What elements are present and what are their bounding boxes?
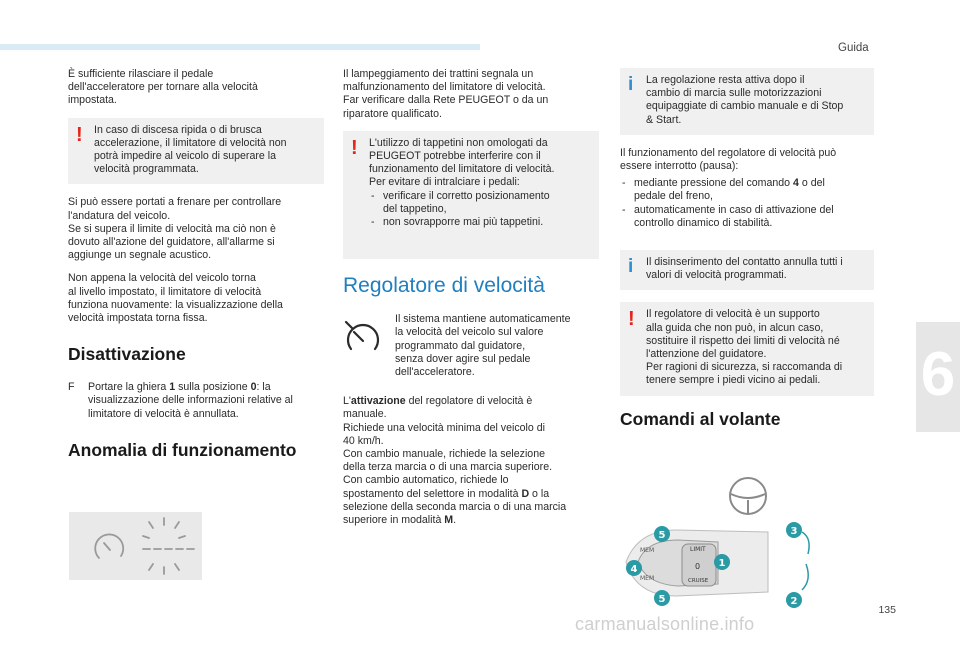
watermark: carmanualsonline.info: [575, 614, 755, 634]
steering-wheel-icon: [730, 478, 766, 514]
list-item: - non sovrapporre mai più tappetini.: [369, 216, 591, 229]
callout-label: 5: [658, 594, 666, 605]
list-item: [620, 177, 874, 203]
heading-regolatore: Regolatore di velocità: [343, 274, 545, 298]
step-text-part: : la visualizzazione delle informazioni relative al limitatore di velocità è annullata.: [88, 381, 293, 420]
warning-list: [369, 190, 591, 230]
paragraph: Si può essere portati a frenare per controllare l'andatura del veicolo. Se si supera il limite di velocità ma ciò non è dovuto all'azione del guidatore, all'allarme si aggiunge un segnale acustico.: [68, 196, 282, 262]
speedometer-dashes-illustration: [69, 512, 202, 580]
step-text-part: sulla posizione: [175, 381, 251, 394]
activation-paragraph: [343, 395, 599, 527]
step-bold-ref: 1: [169, 381, 176, 394]
warning-icon: !: [76, 123, 83, 146]
bold-term: M: [444, 514, 454, 527]
info-box: [620, 68, 874, 135]
steering-controls-diagram: [598, 472, 828, 614]
paragraph: Il funzionamento del regolatore di velocità può essere interrotto (pausa):: [620, 146, 837, 173]
info-text: La regolazione resta attiva dopo il cambio di marcia sulle motorizzazioni equipaggiate di cambio manuale e di Stop & Start.: [646, 74, 844, 126]
stalk-label: LIMIT: [690, 546, 706, 553]
column-left: [68, 68, 324, 477]
warning-icon: !: [351, 136, 358, 159]
intro-block: [343, 313, 599, 383]
callout-label: 5: [658, 530, 666, 541]
text-part: del regolatore di velocità è manuale. Richiede una velocità minima del veicolo di 40 km/h. Con cambio manuale, richiede la selezione della terza marcia o di una marcia superiore. Con cambio automatico, richiede lo spostamento del selettore in modalità: [343, 395, 553, 500]
bold-term: 4: [793, 177, 799, 190]
bold-term: attivazione: [350, 395, 406, 408]
stalk-label: CRUISE: [688, 578, 709, 584]
header-accent-bar: [0, 44, 480, 50]
callout-label: 3: [790, 526, 798, 537]
text-part: mediante pressione del comando: [634, 177, 794, 190]
page-number: 135: [878, 604, 896, 616]
warning-box: [68, 118, 324, 185]
step-marker-icon: F: [68, 381, 75, 394]
paragraph: È sufficiente rilasciare il pedale dell'acceleratore per tornare alla velocità impostata.: [68, 68, 258, 107]
text-part: o del pedale del freno,: [634, 177, 825, 203]
step-text-part: Portare la ghiera: [88, 381, 170, 394]
info-text: Il disinserimento del contatto annulla tutti i valori di velocità programmati.: [646, 256, 843, 282]
warning-icon: !: [628, 308, 635, 331]
paragraph: Il lampeggiamento dei trattini segnala un malfunzionamento del limitatore di velocità. Far verificare dalla Rete PEUGEOT o da un riparatore qualificato.: [343, 68, 549, 120]
speedometer-icon: [343, 319, 383, 355]
warning-box: [620, 302, 874, 395]
text-part: o la selezione della seconda marcia o di una marcia superiore in modalità: [343, 487, 567, 527]
speedometer-dashes-icon: [69, 512, 202, 580]
list-item: - verificare il corretto posizionamento del tappetino,: [369, 190, 591, 216]
bold-term: D: [521, 487, 530, 500]
warning-text: L'utilizzo di tappetini non omologati da PEUGEOT potrebbe interferire con il funzionamento del limitatore di velocità. Per evitare di intralciare i pedali:: [369, 136, 555, 189]
pause-list: [620, 177, 874, 230]
stalk-label: MEM: [640, 575, 655, 582]
section-label: Guida: [838, 42, 869, 54]
info-box: [620, 250, 874, 290]
heading-comandi: Comandi al volante: [620, 408, 781, 429]
callout-label: 4: [630, 564, 638, 575]
intro-text: Il sistema mantiene automaticamente la velocità del veicolo sul valore programmato dal guidatore, senza dover agire sul pedale dell'acceleratore.: [395, 313, 571, 379]
stalk-label: 0: [695, 562, 701, 571]
info-icon: i: [628, 256, 634, 278]
callout-label: 2: [790, 596, 798, 607]
list-item: - automaticamente in caso di attivazione del controllo dinamico di stabilità.: [620, 204, 874, 230]
stalk-label: MEM: [640, 547, 655, 554]
column-right: [620, 68, 874, 446]
step-bold-ref: 0: [250, 381, 257, 394]
column-middle: [343, 68, 599, 537]
warning-text: Il regolatore di velocità è un supporto alla guida che non può, in alcun caso, sostituire il rispetto dei limiti di velocità né l'attenzione del guidatore. Per ragioni di sicurezza, si raccomanda di tenere sempre i piedi vicino ai pedali.: [646, 308, 843, 387]
paragraph: Non appena la velocità del veicolo torna al livello impostato, il limitatore di velocità funziona nuovamente: la visualizzazione della velocità impostata torna fissa.: [68, 272, 283, 325]
heading-anomalia: Anomalia di funzionamento: [68, 439, 297, 460]
text-part: L': [343, 395, 351, 408]
info-icon: i: [628, 74, 634, 95]
chapter-number: 6: [920, 340, 956, 409]
warning-text: In caso di discesa ripida o di brusca accelerazione, il limitatore di velocità non potrà impedire al veicolo di superare la velocità programmata.: [94, 123, 287, 176]
step-text: [88, 381, 293, 419]
procedure-step: [68, 381, 324, 421]
text-part: .: [453, 514, 457, 527]
warning-box: [343, 131, 599, 259]
callout-label: 1: [718, 558, 726, 569]
heading-disattivazione: Disattivazione: [68, 344, 186, 365]
